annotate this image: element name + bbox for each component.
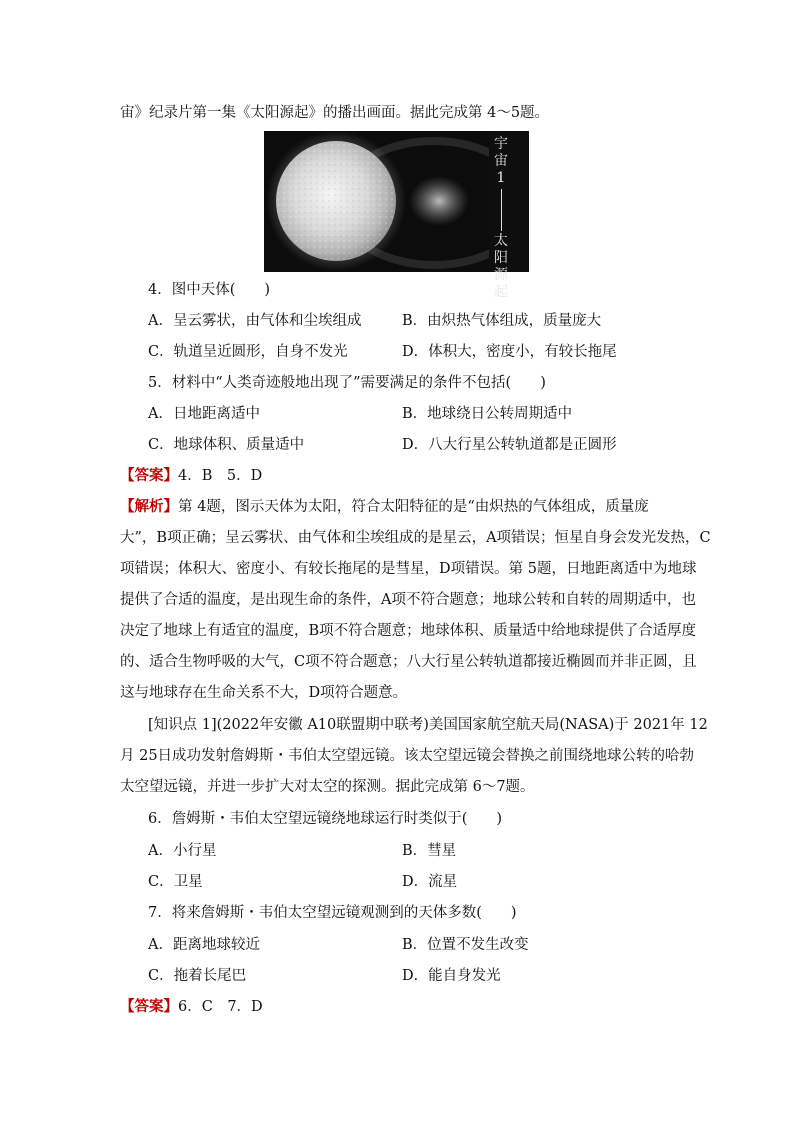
q5-option-d: D．八大行星公转轨道都是正圆形 <box>402 437 617 453</box>
analysis-line-5: 决定了地球上有适宜的温度，B项不符合题意；地球体积、质量适中给地球提供了合适厚度 <box>120 623 697 639</box>
q7-option-a: A．距离地球较近 <box>148 937 260 953</box>
analysis-line-2: 大”，B项正确；呈云雾状、由气体和尘埃组成的是星云，A项错误；恒星自身会发光发热，C <box>120 530 711 546</box>
q4-option-a: A．呈云雾状，由气体和尘埃组成 <box>148 313 362 329</box>
question-4-stem: 4．图中天体( ) <box>148 282 271 298</box>
answer-block-1 <box>120 467 262 485</box>
q5-option-c: C．地球体积、质量适中 <box>148 437 305 453</box>
q7-option-d: D．能自身发光 <box>402 968 501 984</box>
caption-char: 1 <box>496 170 506 186</box>
caption-char: 宙 <box>494 153 508 169</box>
sun-image <box>264 131 529 272</box>
caption-dash <box>501 189 502 231</box>
caption-char: 起 <box>494 284 508 300</box>
q5-option-b: B．地球绕日公转周期适中 <box>402 406 573 422</box>
q5-option-a: A．日地距离适中 <box>148 406 260 422</box>
q7-option-b: B．位置不发生改变 <box>402 937 529 953</box>
caption-char: 宇 <box>494 136 508 152</box>
caption-char: 太 <box>494 233 508 249</box>
caption-char: 阳 <box>494 250 508 266</box>
analysis-line-7: 这与地球存在生命关系不大，D项符合题意。 <box>120 685 408 701</box>
q6-option-a: A．小行星 <box>148 843 217 859</box>
q6-option-b: B．彗星 <box>402 843 457 859</box>
q7-option-c: C．拖着长尾巴 <box>148 968 247 984</box>
knowledge-line-2: 月 25日成功发射詹姆斯・韦伯太空望远镜。该太空望远镜会替换之前围绕地球公转的哈勃 <box>120 748 695 764</box>
analysis-line-1 <box>120 498 649 516</box>
analysis-text: 第 4题，图示天体为太阳，符合太阳特征的是“由炽热的气体组成，质量庞 <box>178 499 649 515</box>
question-7-stem: 7．将来詹姆斯・韦伯太空望远镜观测到的天体多数( ) <box>148 905 517 921</box>
question-5-stem: 5．材料中“人类奇迹般地出现了”需要满足的条件不包括( ) <box>148 375 546 391</box>
q4-option-d: D．体积大，密度小，有较长拖尾 <box>402 344 617 360</box>
sun-illustration <box>264 131 529 272</box>
answer-tag: 【答案】 <box>120 998 178 1015</box>
q4-option-c: C．轨道呈近圆形，自身不发光 <box>148 344 348 360</box>
answer-tag: 【答案】 <box>120 467 178 484</box>
analysis-line-3: 项错误；体积大、密度小、有较长拖尾的是彗星，D项错误。第 5题，日地距离适中为地球 <box>120 561 697 577</box>
caption-char: 源 <box>494 267 508 283</box>
question-6-stem: 6．詹姆斯・韦伯太空望远镜绕地球运行时类似于( ) <box>148 811 503 827</box>
analysis-tag: 【解析】 <box>120 498 178 515</box>
knowledge-line-1: [知识点 1](2022年安徽 A10联盟期中联考)美国国家航空航天局(NASA)于 2021年 12 <box>148 717 708 733</box>
answer-text: 4．B 5．D <box>178 468 263 484</box>
analysis-line-4: 提供了合适的温度，是出现生命的条件，A项不符合题意；地球公转和自转的周期适中，也 <box>120 592 696 608</box>
figure-caption <box>492 136 510 301</box>
intro-text: 宙》纪录片第一集《太阳源起》的播出画面。据此完成第 4～5题。 <box>120 105 550 121</box>
analysis-line-6: 的、适合生物呼吸的大气，C项不符合题意；八大行星公转轨道都接近椭圆而并非正圆，且 <box>120 654 697 670</box>
answer-block-2 <box>120 998 263 1016</box>
q4-option-b: B．由炽热气体组成，质量庞大 <box>402 313 602 329</box>
knowledge-line-3: 太空望远镜，并进一步扩大对太空的探测。据此完成第 6～7题。 <box>120 779 535 795</box>
answer-text: 6．C 7．D <box>178 999 263 1015</box>
q6-option-d: D．流星 <box>402 874 458 890</box>
q6-option-c: C．卫星 <box>148 874 203 890</box>
